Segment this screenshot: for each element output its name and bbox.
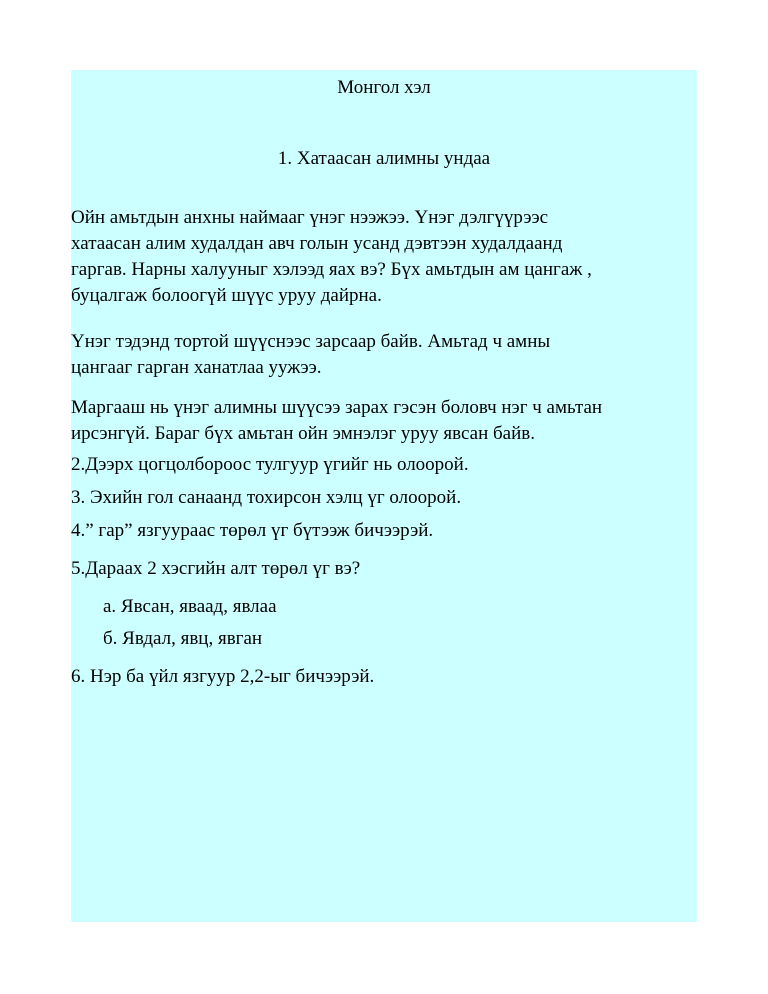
section-heading: 1. Хатаасан алимны ундаа xyxy=(277,148,491,169)
option-b: б. Явдал, явц, явган xyxy=(103,628,263,649)
worksheet-page xyxy=(71,70,697,922)
paragraph-3-line-1: Маргааш нь үнэг алимны шүүсээ зарах гэсэн боловч нэг ч амьтан xyxy=(71,397,603,418)
document-title: Монгол хэл xyxy=(337,77,431,98)
paragraph-1-line-1: Ойн амьтдын анхны наймааг үнэг нээжээ. Үнэг дэлгүүрээс xyxy=(71,207,549,228)
question-5: 5.Дараах 2 хэсгийн алт төрөл үг вэ? xyxy=(71,558,361,579)
question-4: 4.” гар” язгуураас төрөл үг бүтээж бичээрэй. xyxy=(71,520,434,541)
question-3: 3. Эхийн гол санаанд тохирсон хэлц үг олоорой. xyxy=(71,487,462,508)
question-2: 2.Дээрх цогцолбороос тулгуур үгийг нь олоорой. xyxy=(71,454,469,475)
question-6: 6. Нэр ба үйл язгуур 2,2-ыг бичээрэй. xyxy=(71,666,375,687)
option-a: а. Явсан, яваад, явлаа xyxy=(103,596,277,617)
paragraph-1-line-4: буцалгаж болоогүй шүүс уруу дайрна. xyxy=(71,285,382,306)
paragraph-1-line-2: хатаасан алим худалдан авч голын усанд дэвтээн худалдаанд xyxy=(71,233,563,254)
paragraph-2-line-2: цангааг гарган ханатлаа уужээ. xyxy=(71,357,322,378)
paragraph-2-line-1: Үнэг тэдэнд тортой шүүснээс зарсаар байв. Амьтад ч амны xyxy=(71,331,551,352)
paragraph-3-line-2: ирсэнгүй. Бараг бүх амьтан ойн эмнэлэг уруу явсан байв. xyxy=(71,423,535,444)
paragraph-1-line-3: гаргав. Нарны халууныг хэлээд яах вэ? Бүх амьтдын ам цангаж , xyxy=(71,259,592,280)
